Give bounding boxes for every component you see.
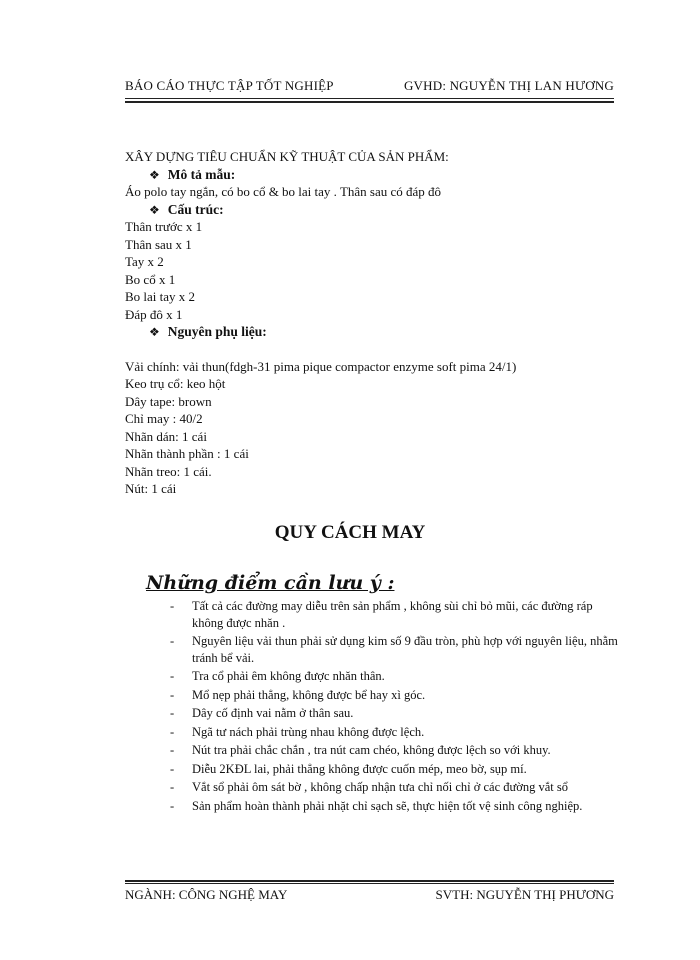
list-item [170,633,618,666]
list-item [170,779,618,796]
material-item: Nhãn dán: 1 cái [125,428,207,444]
material-item: Vải chính: vải thun(fdgh-31 pima pique compactor enzyme soft pima 24/1) [125,358,517,374]
note-text: Mổ nẹp phải thẳng, không được bể hay xì góc. [192,687,426,702]
dash-bullet: - [170,761,175,776]
list-item [170,761,618,778]
diamond-bullet-icon: ❖ [149,325,160,339]
list-item [170,598,618,631]
note-text: Tra cổ phải êm không được nhăn thân. [192,669,385,683]
document-body [125,148,615,498]
page-title: QUY CÁCH MAY [274,522,426,543]
notes-list [170,598,618,816]
list-item [170,687,618,704]
notes-heading: Những điểm cần lưu ý : [146,572,395,594]
diamond-bullet-icon: ❖ [149,202,160,217]
diamond-bullet-icon: ❖ [149,167,160,182]
list-item [170,668,618,685]
note-text: Tất cả các đường may diễu trên sản phẩm , không sùi chỉ bỏ mũi, các đường ráp không được nhăn . [192,599,593,630]
dash-bullet: - [170,599,175,613]
note-text: Diễu 2KĐL lai, phải thẳng không được cuốn mép, meo bờ, sụp mí. [192,761,527,776]
note-text: Dây cố định vai nằm ở thân sau. [192,706,354,720]
header-rule-thick [125,101,614,103]
footer-rule [125,883,614,884]
note-text: Nguyên liệu vải thun phải sử dụng kim số 9 đầu tròn, phù hợp với nguyên liệu, nhằm tránh bể vải. [192,634,618,665]
structure-item: Đáp đô x 1 [125,306,183,322]
material-item: Nhãn thành phần : 1 cái [125,446,249,461]
structure-item: Thân trước x 1 [125,219,203,234]
structure-item: Tay x 2 [125,254,164,269]
page-header [125,78,614,94]
structure-subheading [125,201,615,219]
dash-bullet: - [170,669,175,683]
structure-item: Bo lai tay x 2 [125,289,196,304]
structure-item: Thân sau x 1 [125,236,192,252]
header-right: GVHD: NGUYỄN THỊ LAN HƯƠNG [403,78,614,93]
header-left: BÁO CÁO THỰC TẬP TỐT NGHIỆP [125,78,334,93]
structure-item: Bo cổ x 1 [125,271,176,287]
material-item: Keo trụ cổ: keo hột [125,376,226,391]
list-item [170,724,618,741]
description-text: Áo polo tay ngắn, có bo cổ & bo lai tay . Thân sau có đáp đô [125,184,442,199]
page-footer [125,887,614,903]
note-text: Sản phẩm hoàn thành phải nhặt chỉ sạch sẽ, thực hiện tốt vệ sinh công nghiệp. [192,798,583,813]
footer-right: SVTH: NGUYỄN THỊ PHƯƠNG [435,887,614,902]
list-item [170,742,618,759]
material-item: Nút: 1 cái [125,481,177,496]
description-subheading [125,166,615,184]
dash-bullet: - [170,798,175,813]
header-rule [125,98,614,99]
dash-bullet: - [170,687,175,702]
dash-bullet: - [170,743,175,757]
list-item [170,798,618,815]
materials-label: Nguyên phụ liệu: [167,324,267,339]
dash-bullet: - [170,724,175,739]
dash-bullet: - [170,634,175,648]
structure-label: Cấu trúc: [167,201,224,217]
footer-rule-thick [125,880,614,882]
dash-bullet: - [170,780,175,794]
material-item: Chỉ may : 40/2 [125,411,203,426]
note-text: Ngã tư nách phải trùng nhau không được lệch. [192,724,425,739]
dash-bullet: - [170,706,175,720]
list-item [170,705,618,722]
materials-subheading [125,323,615,341]
section-heading: XÂY DỰNG TIÊU CHUẨN KỸ THUẬT CỦA SẢN PHẨM: [125,149,449,164]
note-text: Vắt sổ phải ôm sát bờ , không chấp nhận tưa chỉ nối chỉ ở các đường vắt sổ [192,780,569,794]
material-item: Nhãn treo: 1 cái. [125,463,212,479]
note-text: Nút tra phải chắc chắn , tra nút cam chéo, không được lệch so với khuy. [192,743,551,757]
material-item: Dây tape: brown [125,393,212,409]
description-label: Mô tả mẫu: [167,166,236,182]
footer-left: NGÀNH: CÔNG NGHỆ MAY [125,887,288,902]
